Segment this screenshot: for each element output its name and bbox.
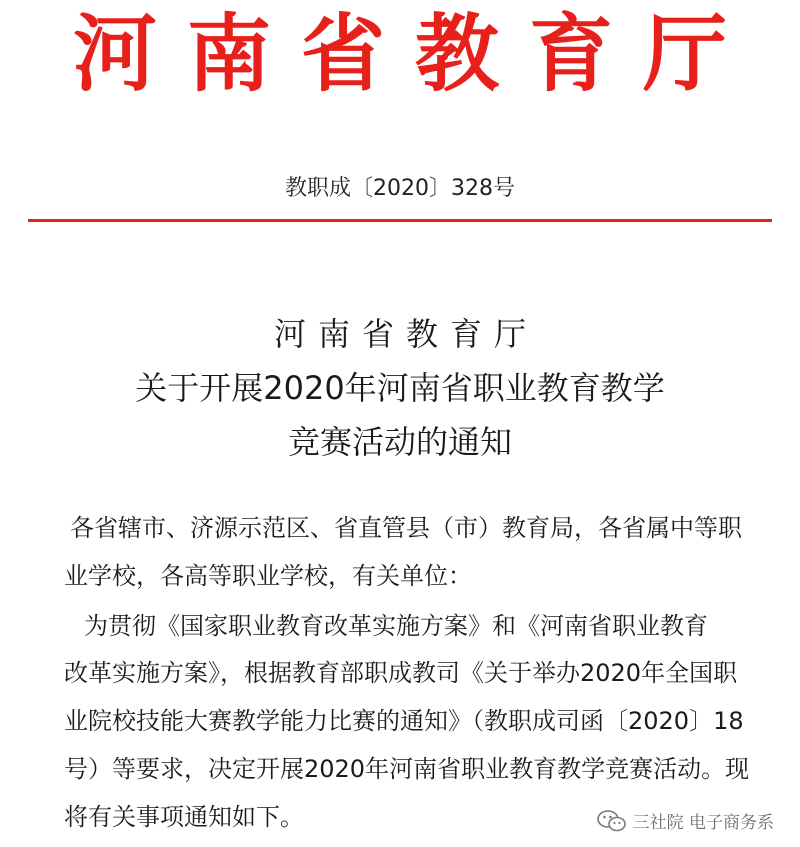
watermark: [593, 806, 778, 835]
body-line: 号）等要求，决定开展2020年河南省职业教育教学竞赛活动。现: [64, 755, 750, 783]
document-number: 教职成〔2020〕328号: [285, 176, 515, 201]
notice-title-line-2: 关于开展2020年河南省职业教育教学: [135, 369, 665, 407]
notice-title-line-1: 河南省教育厅: [273, 315, 538, 353]
wechat-icon: [597, 809, 627, 833]
body-line: 改革实施方案》，根据教育部职成教司《关于举办2020年全国职: [64, 659, 738, 687]
body-line: 业学校，各高等职业学校，有关单位：: [64, 562, 472, 590]
letterhead-title: 河南省教育厅: [72, 4, 757, 103]
body-line: 为贯彻《国家职业教育改革实施方案》和《河南省职业教育: [84, 612, 708, 640]
body-line: 将有关事项通知如下。: [64, 803, 304, 831]
body-line: 业院校技能大赛教学能力比赛的通知》（教职成司函〔2020〕18: [64, 707, 744, 735]
notice-title-line-3: 竞赛活动的通知: [287, 423, 512, 461]
red-divider-line: [28, 219, 772, 222]
watermark-text: 三社院 电子商务系: [632, 813, 774, 833]
body-line: 各省辖市、济源示范区、省直管县（市）教育局，各省属中等职: [70, 514, 742, 542]
